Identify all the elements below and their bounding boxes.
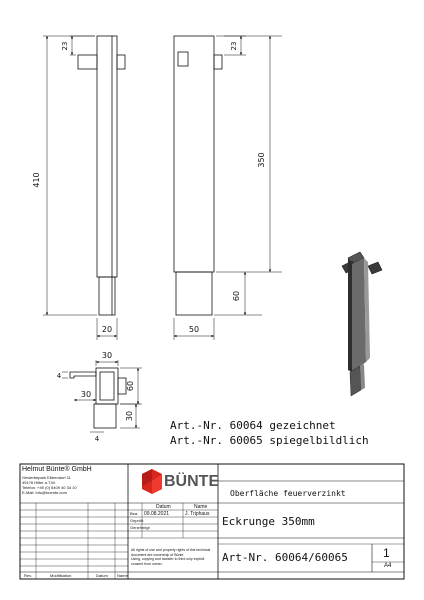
- dim-width-front: 20: [101, 325, 113, 334]
- date-header: Datum: [156, 504, 171, 510]
- dim-width-side: 50: [188, 325, 200, 334]
- side-post-body: [174, 36, 214, 272]
- footer-name: Name: [117, 573, 128, 578]
- dim-insert-height: 60: [232, 290, 241, 302]
- front-flange-right: [117, 55, 125, 69]
- row-label-genehmigt: Genehmigt: [130, 525, 150, 530]
- footer-modification: Modifikation: [50, 573, 72, 578]
- rights-line: consent from owner.: [131, 561, 163, 566]
- rights-line: document are ownership of Bünte.: [131, 552, 185, 557]
- company-address: [22, 475, 77, 495]
- dim-inner-width: 30: [80, 390, 92, 399]
- company-name: Helmut Bünte® GmbH: [22, 466, 92, 473]
- row-label-geprueft: Geprüft: [130, 518, 144, 523]
- rights-line: All rights of use and property rights of this technical: [131, 548, 211, 552]
- sheet-number: 1: [383, 546, 390, 560]
- drawn-name: J. Triphaus: [185, 511, 210, 517]
- drawn-date: 09.08.2021: [144, 511, 170, 517]
- section-tube: [96, 368, 118, 404]
- address-line: Gewerbepark Ebbendorf 11: [22, 475, 71, 480]
- buente-logo-mark: [142, 469, 162, 494]
- dim-rail-height: 350: [257, 152, 266, 168]
- dim-wall: 4: [56, 372, 62, 380]
- rights-line: Using, copying and transfer to third only explicit: [131, 557, 205, 561]
- dim-total-height: 410: [32, 172, 41, 188]
- brand-wordmark: BÜNTE: [164, 473, 220, 490]
- note-article-drawn: Art.-Nr. 60064 gezeichnet: [170, 419, 336, 432]
- dim-flange-front: 23: [61, 41, 69, 51]
- side-flange: [214, 55, 222, 69]
- section-right-lip: [118, 378, 126, 394]
- side-window: [178, 52, 188, 66]
- front-insert: [99, 277, 115, 315]
- front-view: [78, 36, 125, 315]
- cross-section: [70, 368, 126, 428]
- side-view: [174, 36, 222, 315]
- note-article-mirrored: Art.-Nr. 60065 spiegelbildlich: [170, 434, 369, 447]
- dim-wall-bottom: 4: [94, 435, 100, 443]
- part-name: Eckrunge 350mm: [222, 515, 315, 528]
- dim-lower-height: 30: [125, 410, 134, 422]
- isometric-view: [342, 252, 382, 396]
- front-flange-left: [78, 55, 97, 69]
- row-label-bea: Bea.: [130, 511, 139, 516]
- footer-rev: Rev.: [24, 573, 32, 578]
- side-insert: [176, 272, 212, 315]
- surface-finish: Oberfläche feuerverzinkt: [230, 489, 346, 498]
- footer-date: Datum: [96, 573, 108, 578]
- rights-notice: [131, 548, 210, 566]
- address-line: E-Mail: info@buente.com: [22, 490, 67, 495]
- front-post-body: [97, 36, 117, 277]
- dim-side-height: 60: [126, 380, 135, 392]
- paper-format: A4: [384, 563, 392, 569]
- section-lower: [94, 404, 116, 428]
- section-tube-inner: [100, 372, 114, 400]
- dim-flange-side: 23: [230, 41, 238, 51]
- section-top-flange: [70, 372, 96, 378]
- article-number: Art-Nr. 60064/60065: [222, 551, 348, 564]
- address-line: Telefon: +49 (0) 5409 40 34 10: [22, 485, 77, 490]
- name-header: Name: [194, 504, 208, 510]
- dim-top-width: 30: [101, 351, 113, 360]
- address-line: 49176 Hilter a.T.W.: [22, 480, 56, 485]
